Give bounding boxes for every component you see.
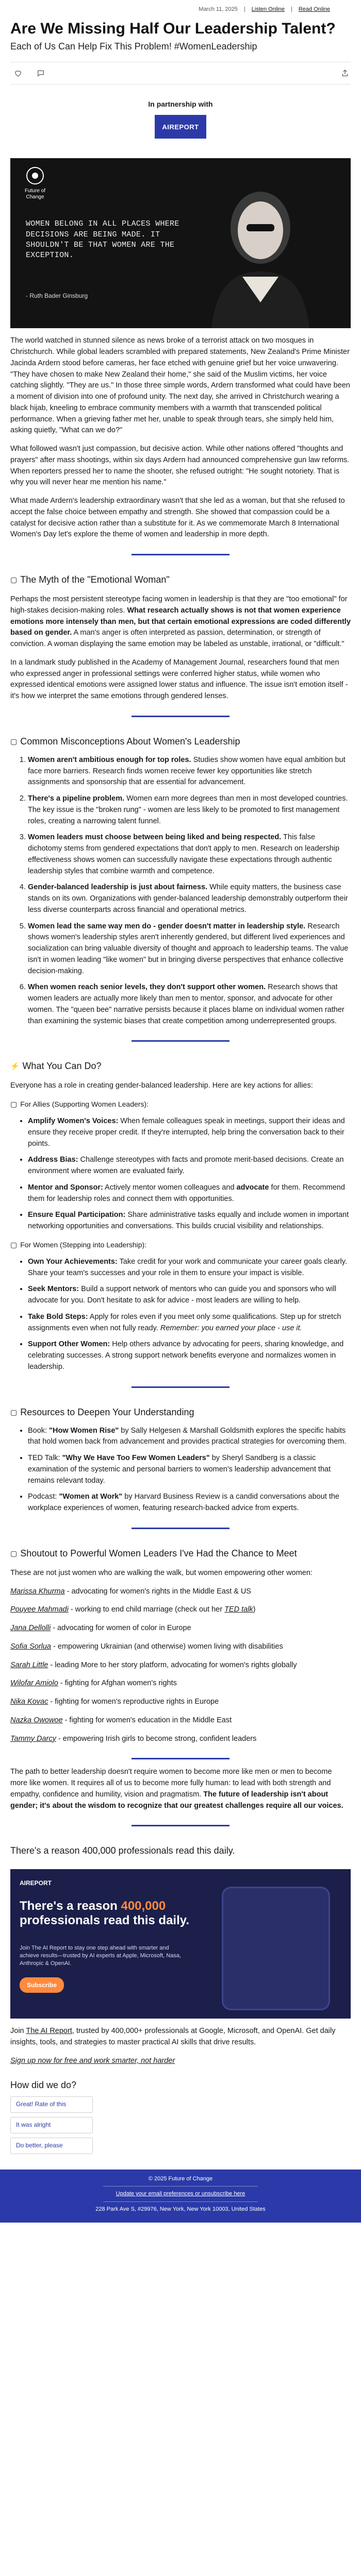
list-item: 2. There's a pipeline problem. Women earn more degrees than men in most developed countries. The key issue is the "broken rung" - women are less likely to be promoted to first management roles, creating a narrowing talent funnel. xyxy=(28,793,351,827)
person-link[interactable]: Sarah Little xyxy=(10,1660,48,1669)
comment-icon[interactable] xyxy=(35,67,46,79)
section-heading: ▢ Resources to Deepen Your Understanding xyxy=(10,1406,194,1417)
hero-image xyxy=(10,158,351,328)
misconceptions-list xyxy=(10,755,351,1027)
resources-list xyxy=(10,1426,351,1514)
subscribe-button[interactable]: Subscribe xyxy=(20,1977,64,1993)
hero-quote: WOMEN BELONG IN ALL PLACES WHERE DECISIONS ARE BEING MADE. IT SHOULDN'T BE THAT WOMEN ARE THE EXCEPTION. xyxy=(26,219,179,260)
section-divider xyxy=(132,716,229,717)
megaphone-icon: ▢ xyxy=(10,1549,18,1557)
shoutout-item: Wilofar Amiolo - fighting for Afghan women's rights xyxy=(10,1679,177,1688)
list-item: • Podcast: "Women at Work" by Harvard Business Review is a candid conversations about the workplace experiences of women, featuring research-backed advice from experts. xyxy=(28,1492,351,1514)
women-list xyxy=(10,1257,351,1373)
shoutout-intro: These are not just women who are walking the walk, but women empowering other women: xyxy=(10,1568,313,1577)
footer-divider xyxy=(103,2186,258,2187)
partner-logo-text: AIREPORT xyxy=(162,123,199,131)
brand-logo: Future of Change xyxy=(20,165,51,200)
allies-list xyxy=(10,1116,351,1232)
shoutout-item: Sofia Sorlua - empowering Ukrainian (and otherwise) women living with disabilities xyxy=(10,1642,283,1651)
list-item: • Support Other Women: Help others advance by advocating for peers, sharing knowledge, and celebrating successes. A strong support network benefits everyone and normalizes women in leadership. xyxy=(28,1339,351,1372)
listen-online-link[interactable]: Listen Online xyxy=(251,6,285,12)
list-item: 5. Women lead the same way men do - gender doesn't matter in leadership style. Research shows women's leadership styles aren't inherently gendered, but different lived experiences and socialization can bring valuable diversity of thought and approach to leadership teams. The value isn't in women leading "like women" but in bringing diverse perspectives that enhance collective decision-making. xyxy=(28,921,351,977)
section-heading: ▢ The Myth of the "Emotional Woman" xyxy=(10,574,170,585)
promo-banner-text: Join The AI Report to stay one step ahead with smarter and achieve results—trusted by AI experts at Apple, Microsoft, Nasa, Anthropic & OpenAI. xyxy=(20,1945,182,1967)
person-link[interactable]: Sofia Sorlua xyxy=(10,1642,51,1651)
section-divider xyxy=(132,554,229,555)
poll-option[interactable]: Do better, please xyxy=(10,2138,93,2154)
partner-logo[interactable] xyxy=(155,115,206,139)
list-item: • TED Talk: "Why We Have Too Few Women Leaders" by Sheryl Sandberg is a classic examination of the systemic and personal barriers to women's leadership advancement that remains relevant today. xyxy=(28,1453,351,1486)
intro-paragraph: What followed wasn't just compassion, but decisive action. While other nations offered "thoughts and prayers" after mass shootings, within six days Ardern had announced comprehensive gun law reforms. When reporters pressed her to name the shooter, she refused outright: "He sought notoriety. That is why you will never hear me mention his name." xyxy=(10,445,350,487)
pin-icon: ▢ xyxy=(10,575,18,584)
read-online-link[interactable]: Read Online xyxy=(298,6,330,12)
list-item: • Mentor and Sponsor: Actively mentor women colleagues and advocate for them. Recommend them for leadership roles and connect them with opportunities. xyxy=(28,1182,351,1205)
subsection-heading: ▢ For Allies (Supporting Women Leaders): xyxy=(10,1099,351,1110)
actions-intro: Everyone has a role in creating gender-balanced leadership. Here are key actions for allies: xyxy=(10,1081,313,1090)
poll-option[interactable]: Great! Rate of this xyxy=(10,2096,93,2113)
feedback-poll xyxy=(10,2078,351,2154)
list-item: 1. Women aren't ambitious enough for top roles. Studies show women have equal ambition but face more barriers. Research finds women receive fewer key opportunities like stretch assignments and sponsorship that are essential for advancement. xyxy=(28,755,351,788)
list-item: • Seek Mentors: Build a support network of mentors who can guide you and sponsors who will advocate for you. Don't hesitate to ask for advice - most leaders are willing to help. xyxy=(28,1284,351,1307)
list-item: • Own Your Achievements: Take credit for your work and communicate your career goals clearly. Share your team's successes and your role in them to ensure your impact is visible. xyxy=(28,1257,351,1279)
shoutout-item: Nazka Owowoe - fighting for women's education in the Middle East xyxy=(10,1716,232,1724)
meta-bar: March 11, 2025 | Listen Online | Read Online xyxy=(10,0,351,19)
section-heading: ▢ Common Misconceptions About Women's Leadership xyxy=(10,736,240,747)
section-divider xyxy=(132,1758,229,1759)
shoutout-item: Jana Dellolli - advocating for women of color in Europe xyxy=(10,1624,191,1633)
poll-option[interactable]: It was alright xyxy=(10,2117,93,2133)
section-divider xyxy=(132,1528,229,1529)
list-item: • Take Bold Steps: Apply for roles even if you meet only some qualifications. Step up for stretch assignments even when not fully ready. Remember: you earned your place - use it. xyxy=(28,1312,351,1334)
signup-link[interactable]: Sign up now for free and work smarter, not harder xyxy=(10,2056,175,2065)
page-subtitle: Each of Us Can Help Fix This Problem! #WomenLeadership xyxy=(10,41,257,52)
person-link[interactable]: Wilofar Amiolo xyxy=(10,1679,58,1688)
footer xyxy=(0,2170,361,2223)
issue-date: March 11, 2025 xyxy=(199,6,238,12)
closing-paragraph: The path to better leadership doesn't require women to become more like men or men to become more like women. It requires all of us to become more fully human: to lead with both strength and empathy, confidence and humility, vision and pragmatism. The future of leadership isn't about gender; it's about the wisdom to recognize that our greatest challenges require all our voices. xyxy=(10,1768,343,1810)
ai-report-link[interactable]: The AI Report xyxy=(26,2027,72,2036)
promo-paragraph: Join The AI Report, trusted by 400,000+ professionals at Google, Microsoft, and OpenAI. Get daily insights, tools, and strategies to master practical AI skills that drive results. xyxy=(10,2027,336,2047)
section-divider xyxy=(132,1040,229,1042)
shoutout-item: Tammy Darcy - empowering Irish girls to become strong, confident leaders xyxy=(10,1734,257,1743)
shoutout-item: Sarah Little - leading More to her story platform, advocating for women's rights globally xyxy=(10,1660,297,1669)
footer-address: 228 Park Ave S, #29976, New York, New York 10003, United States xyxy=(95,2206,266,2212)
poll-heading: How did we do? xyxy=(10,2079,77,2090)
list-item: 4. Gender-balanced leadership is just about fairness. While equity matters, the business case stands on its own. Organizations with gender-balanced leadership demonstrably outperform their less diverse counterparts across financial and operational metrics. xyxy=(28,882,351,916)
promo-heading: There's a reason 400,000 professionals read this daily. xyxy=(10,1845,235,1856)
person-link[interactable]: Nazka Owowoe xyxy=(10,1716,63,1724)
pin-icon: ▢ xyxy=(10,1240,18,1249)
email-preferences-link[interactable]: Update your email preferences or unsubscribe here xyxy=(116,2191,245,2197)
promo-banner[interactable] xyxy=(10,1869,351,2019)
list-item: • Address Bias: Challenge stereotypes with facts and promote merit-based decisions. Create an environment where women are evaluated fairly. xyxy=(28,1155,351,1177)
ted-talk-link[interactable]: TED talk xyxy=(224,1605,253,1614)
section-divider xyxy=(132,1386,229,1388)
person-link[interactable]: Nika Kovac xyxy=(10,1698,48,1706)
partnership-label: In partnership with xyxy=(148,100,213,109)
myth-paragraph: In a landmark study published in the Academy of Management Journal, researchers found that men who expressed anger in professional settings were conferred higher status, while women who expressed identical emotions were assigned lower status and influence. The issue isn't emotion itself - it's how we interpret the same emotions through gendered lenses. xyxy=(10,658,348,701)
pin-icon: ▢ xyxy=(10,1100,18,1109)
pin-icon: ▢ xyxy=(10,737,18,745)
intro-paragraph: The world watched in stunned silence as news broke of a terrorist attack on two mosques in Christchurch. While global leaders scrambled with prepared statements, New Zealand's Prime Minister Jacinda Ardern stood before cameras, her face etched with genuine grief but her voice unwavering. "They have chosen to make New Zealand their home," she said of the Muslim victims, her voice catching slightly. "They are us." In those three simple words, Ardern transformed what could have been a moment of division into one of profound unity. The next day, she arrived in Christchurch wearing a black hijab, kneeling to embrace community members with a warmth that transcended political performance. When a grieving father met her, unable to speak through tears, she simply held him, asking quietly, "What can we do?" xyxy=(10,336,350,435)
phone-mockup xyxy=(222,1887,330,2010)
promo-signup xyxy=(10,2056,351,2067)
hero-quote-author: - Ruth Bader Ginsburg xyxy=(26,292,88,300)
myth-paragraph: Perhaps the most persistent stereotype facing women in leadership is that they are "too emotional" for high-stakes decision-making roles. What research actually shows is not that women experience emotions more intensely than men, but that certain emotional expressions are coded differently based on gender. A man's anger is often interpreted as passion, determination, or strength of conviction. A woman displaying the same emotion may be labeled as unstable, irrational, or "difficult." xyxy=(10,595,351,649)
heart-icon[interactable] xyxy=(12,67,24,79)
promo-banner-title: There's a reason 400,000 professionals read this daily. xyxy=(20,1899,189,1927)
share-icon[interactable] xyxy=(339,67,351,79)
person-link[interactable]: Marissa Khurma xyxy=(10,1587,65,1596)
portrait-image xyxy=(206,174,315,328)
lightning-icon: ⚡ xyxy=(10,1062,20,1071)
section-heading: ▢ Shoutout to Powerful Women Leaders I've Had the Chance to Meet xyxy=(10,1548,297,1558)
list-item: • Book: "How Women Rise" by Sally Helgesen & Marshall Goldsmith explores the specific habits that hold women back from advancement and provides practical strategies for overcoming them. xyxy=(28,1426,351,1448)
person-link[interactable]: Pouyee Mahmadi xyxy=(10,1605,69,1614)
page-title: Are We Missing Half Our Leadership Talent? xyxy=(10,20,336,37)
section-divider xyxy=(132,1825,229,1826)
footer-copyright: © 2025 Future of Change xyxy=(148,2175,213,2182)
promo-brand-logo: AIREPORT xyxy=(20,1879,52,1887)
shoutout-item: Nika Kovac - fighting for women's reproductive rights in Europe xyxy=(10,1698,219,1706)
list-item: 3. Women leaders must choose between being liked and being respected. This false dichotomy stems from gendered expectations that don't apply to men. Research on leadership effectiveness shows women can successfully navigate these expectations through authentic leadership styles that combine warmth and competence. xyxy=(28,832,351,877)
list-item: • Amplify Women's Voices: When female colleagues speak in meetings, support their ideas and ensure they receive proper credit. If they're interrupted, help bring the conversation back to their points. xyxy=(28,1116,351,1149)
list-item: • Ensure Equal Participation: Share administrative tasks equally and include women in important networking opportunities and conversations. This builds crucial visibility and relationships. xyxy=(28,1210,351,1232)
subsection-heading: ▢ For Women (Stepping into Leadership): xyxy=(10,1240,351,1250)
person-link[interactable]: Jana Dellolli xyxy=(10,1624,51,1633)
footer-divider xyxy=(103,2201,258,2202)
person-link[interactable]: Tammy Darcy xyxy=(10,1734,56,1743)
section-heading: ⚡ What You Can Do? xyxy=(10,1061,102,1072)
shoutout-item: Pouyee Mahmadi - working to end child marriage (check out her TED talk) xyxy=(10,1605,256,1614)
intro-paragraph: What made Ardern's leadership extraordinary wasn't that she led as a woman, but that she refused to accept the false choice between empathy and strength. She showed that compassion could be a catalyst for decisive action rather than a substitute for it. As we commemorate March 8 International Women's Day let's explore the theme of women and leadership in more depth. xyxy=(10,497,345,539)
shoutout-item: Marissa Khurma - advocating for women's rights in the Middle East & US xyxy=(10,1587,251,1596)
book-icon: ▢ xyxy=(10,1408,18,1416)
action-bar xyxy=(10,62,351,84)
list-item: 6. When women reach senior levels, they don't support other women. Research shows that women leaders are actually more likely than men to mentor, sponsor, and advocate for other women. The "queen bee" narrative persists because it places blame on individual women rather than examining the systemic biases that create competition among underrepresented groups. xyxy=(28,982,351,1027)
